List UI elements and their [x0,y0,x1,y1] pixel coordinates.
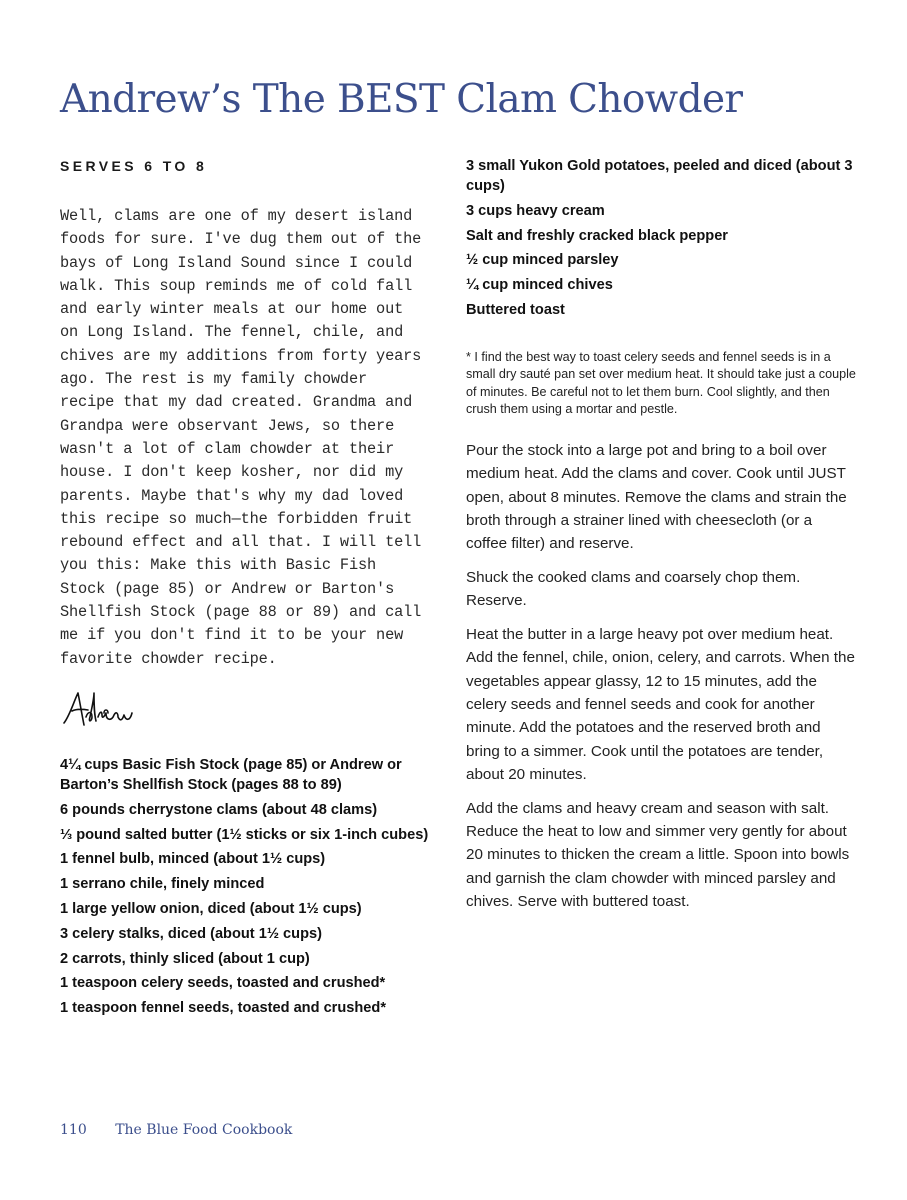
method-step: Heat the butter in a large heavy pot over medium heat. Add the fennel, chile, onion, celery, and carrots. When the vegetables appear glassy, 12 to 15 minutes, add the celery seeds and fennel seeds and cook for another minute. Add the potatoes and the reserved broth and bring to a simmer. Cook until the potatoes are tender, about 20 minutes. [466,626,855,783]
ingredient-item: 1 teaspoon celery seeds, toasted and crushed* [60,975,386,992]
ingredient-item: 3 celery stalks, diced (about 1½ cups) [60,925,322,942]
ingredient-item: ⅓ pound salted butter (1½ sticks or six 1-inch cubes) [60,826,429,843]
method-step: Shuck the cooked clams and coarsely chop them. Reserve. [466,568,801,610]
footnote: * I find the best way to toast celery seeds and fennel seeds is in a small dry sauté pan set over medium heat. It should take just a couple of minutes. Be careful not to let them burn. Cool slightly, and then crush them using a mortar and pestle. [466,349,856,417]
signature-graphic [60,687,140,731]
ingredient-item: Salt and freshly cracked black pepper [466,227,728,244]
page-footer [60,1122,292,1138]
method-steps [466,439,856,913]
ingredient-item: 1 teaspoon fennel seeds, toasted and crushed* [60,1000,387,1017]
ingredient-item: 3 small Yukon Gold potatoes, peeled and diced (about 3 cups) [466,158,853,194]
ingredient-item: 1 serrano chile, finely minced [60,876,265,893]
ingredient-item: 1 fennel bulb, minced (about 1½ cups) [60,851,326,868]
ingredient-item: 1 large yellow onion, diced (about 1½ cups) [60,900,362,917]
ingredient-item: 6 pounds cherrystone clams (about 48 clams) [60,801,378,818]
ingredient-item: 2 carrots, thinly sliced (about 1 cup) [60,950,310,967]
ingredient-item: ¼ cup minced chives [466,277,613,294]
book-title: The Blue Food Cookbook [115,1122,293,1138]
left-column [60,156,430,1023]
signature [60,679,430,739]
ingredients-list-right [466,156,856,320]
method-step: Pour the stock into a large pot and bring to a boil over medium heat. Add the clams and cover. Cook until JUST open, about 8 minutes. Remove the clams and strain the broth through a strainer lined with cheesecloth (or a coffee filter) and reserve. [466,441,847,553]
method-step: Add the clams and heavy cream and season with salt. Reduce the heat to low and simmer very gently for about 20 minutes to thicken the cream a little. Spoon into bowls and garnish the clam chowder with minced parsley and chives. Serve with buttered toast. [466,799,850,910]
right-column [466,156,856,924]
ingredient-item: 4¼ cups Basic Fish Stock (page 85) or Andrew or Barton’s Shellfish Stock (pages 88 to 89) [60,756,402,793]
intro-text: Well, clams are one of my desert island foods for sure. I've dug them out of the bays of Long Island Sound since I could walk. This soup reminds me of cold fall and early winter meals at our home out on Long Island. The fennel, chile, and chives are my additions from forty years ago. The rest is my family chowder recipe that my dad created. Grandma and Grandpa were observant Jews, so there wasn't a lot of clam chowder at their house. I don't keep kosher, nor did my parents. Maybe that's why my dad loved this recipe so much—the forbidden fruit rebound effect and all that. I will tell you this: Make this with Basic Fish Stock (page 85) or Andrew or Barton's Shellfish Stock (page 88 or 89) and call me if you don't find it to be your new favorite chowder recipe. [60,207,422,668]
ingredient-item: 3 cups heavy cream [466,202,605,219]
serves-label: SERVES 6 TO 8 [60,158,208,174]
page-number: 110 [60,1122,87,1138]
ingredients-list-left [60,755,430,1018]
ingredient-item: Buttered toast [466,301,565,318]
recipe-title: Andrew’s The BEST Clam Chowder [60,77,743,122]
ingredient-item: ½ cup minced parsley [466,252,619,269]
